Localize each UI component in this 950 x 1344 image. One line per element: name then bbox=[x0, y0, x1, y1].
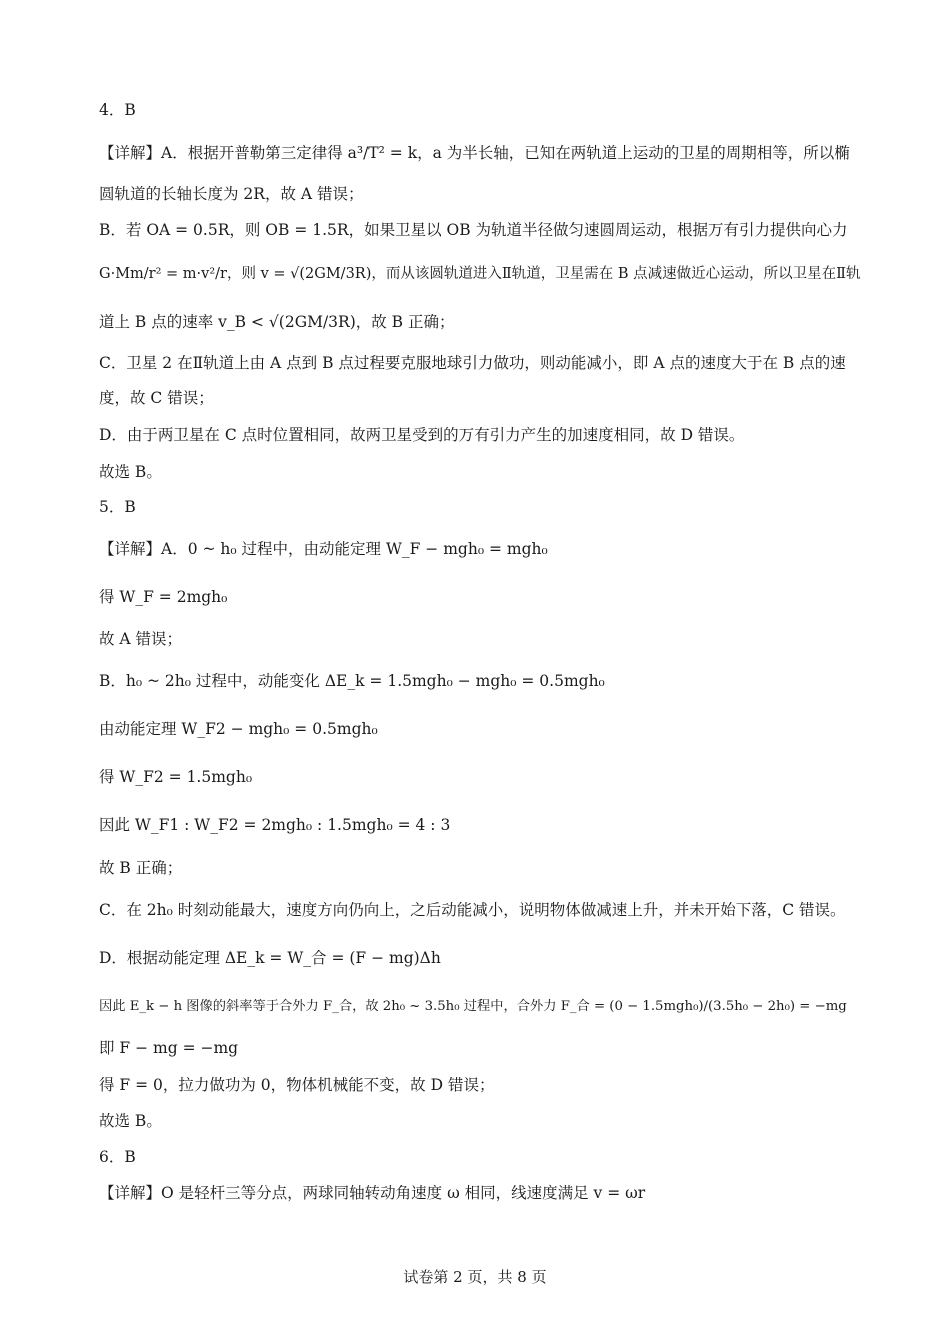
explanation-line: 度，故 C 错误； bbox=[99, 389, 214, 407]
explanation-line: 因此 E_k − h 图像的斜率等于合外力 F_合，故 2h₀ ~ 3.5h₀ 过程中，合外力 F_合 = (0 − 1.5mgh₀)/(3.5h₀ − 2h₀) = −mg bbox=[99, 999, 847, 1014]
explanation-line: 由动能定理 W_F2 − mgh₀ = 0.5mgh₀ bbox=[99, 720, 378, 738]
explanation-line: 【详解】O 是轻杆三等分点，两球同轴转动角速度 ω 相同，线速度满足 v = ωr bbox=[99, 1184, 646, 1202]
explanation-line: G·Mm/r² = m·v²/r，则 v = √(2GM/3R)，而从该圆轨道进入Ⅱ轨道，卫星需在 B 点减速做近心运动，所以卫星在Ⅱ轨 bbox=[99, 266, 861, 282]
explanation-line: 得 W_F2 = 1.5mgh₀ bbox=[99, 768, 253, 786]
explanation-line: B．若 OA = 0.5R，则 OB = 1.5R，如果卫星以 OB 为轨道半径做匀速圆周运动，根据万有引力提供向心力 bbox=[99, 221, 848, 239]
explanation-line: D．由于两卫星在 C 点时位置相同，故两卫星受到的万有引力产生的加速度相同，故 D 错误。 bbox=[99, 426, 745, 444]
conclusion-line: 故选 B。 bbox=[99, 463, 162, 481]
explanation-line: D．根据动能定理 ΔE_k = W_合 = (F − mg)Δh bbox=[99, 949, 441, 967]
explanation-line: 故 A 错误； bbox=[99, 630, 183, 648]
explanation-line: 道上 B 点的速率 v_B < √(2GM/3R)，故 B 正确； bbox=[99, 313, 455, 331]
explanation-line: 【详解】A．根据开普勒第三定律得 a³/T² = k，a 为半长轴，已知在两轨道上运动的卫星的周期相等，所以椭 bbox=[99, 144, 850, 162]
explanation-line: 得 F = 0，拉力做功为 0，物体机械能不变，故 D 错误； bbox=[99, 1076, 495, 1094]
answer-6-heading: 6．B bbox=[99, 1148, 136, 1166]
explanation-line: 即 F − mg = −mg bbox=[99, 1039, 239, 1057]
explanation-line: C．在 2h₀ 时刻动能最大，速度方向仍向上，之后动能减小，说明物体做减速上升，并未开始下落，C 错误。 bbox=[99, 901, 846, 919]
answer-4-heading: 4．B bbox=[99, 101, 136, 119]
explanation-line: 故 B 正确； bbox=[99, 859, 183, 877]
explanation-line: 得 W_F = 2mgh₀ bbox=[99, 588, 228, 606]
explanation-line: B．h₀ ~ 2h₀ 过程中，动能变化 ΔE_k = 1.5mgh₀ − mgh₀ = 0.5mgh₀ bbox=[99, 672, 605, 690]
answer-5-heading: 5．B bbox=[99, 498, 136, 516]
page-footer: 试卷第 2 页，共 8 页 bbox=[403, 1268, 547, 1286]
explanation-line: 因此 W_F1 : W_F2 = 2mgh₀ : 1.5mgh₀ = 4 : 3 bbox=[99, 816, 451, 834]
conclusion-line: 故选 B。 bbox=[99, 1112, 162, 1130]
explanation-line: 【详解】A．0 ~ h₀ 过程中，由动能定理 W_F − mgh₀ = mgh₀ bbox=[99, 540, 548, 558]
explanation-line: C．卫星 2 在Ⅱ轨道上由 A 点到 B 点过程要克服地球引力做功，则动能减小，即 A 点的速度大于在 B 点的速 bbox=[99, 354, 846, 372]
explanation-line: 圆轨道的长轴长度为 2R，故 A 错误； bbox=[99, 185, 364, 203]
